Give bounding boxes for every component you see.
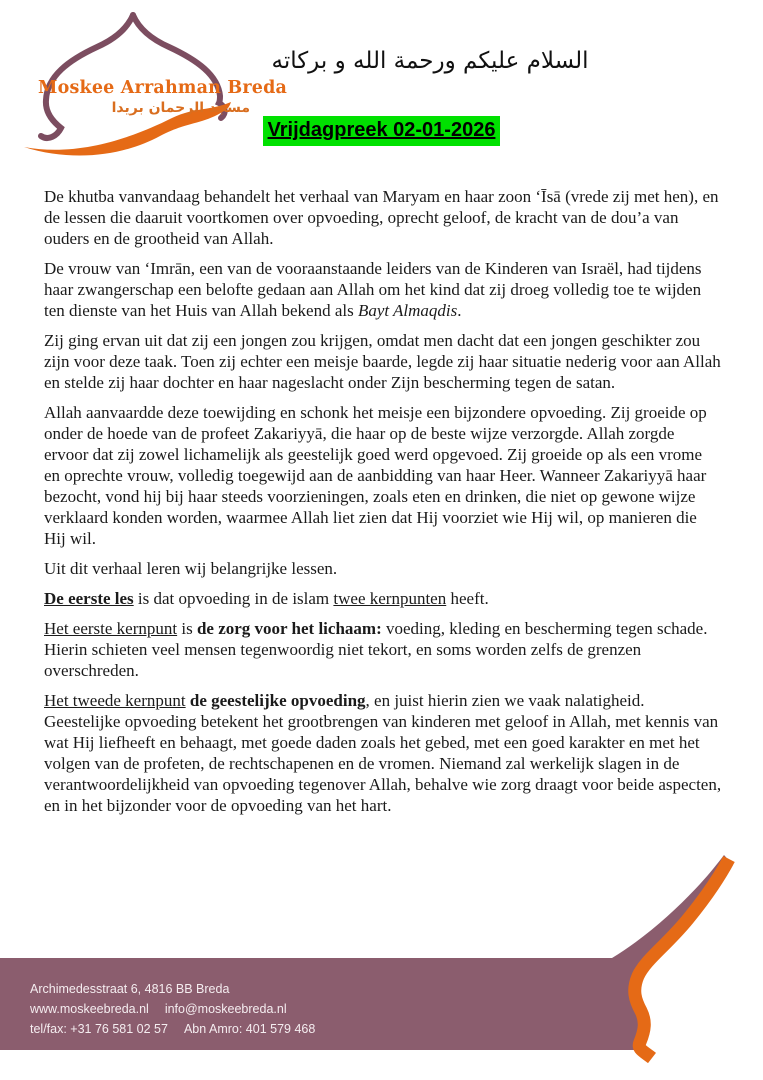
text-run: twee kernpunten — [333, 589, 447, 608]
paragraph — [44, 690, 722, 816]
text-run: , en juist hierin zien we vaak nalatigheid. Geestelijke opvoeding betekent het grootbrengen van kinderen met geloof in Allah, met kennis van wat Hij liefheeft en behaagt, met goede daden zoals het gebed, met een goed karakter en met het volgen van de profeten, de rechtschapenen en de vromen. Niemand zal werkelijk slagen in de verantwoordelijkheid van opvoeding tegenover Allah, behalve wie zorg draagt voor beide aspecten, en in het bijzonder voor de opvoeding van het hart. — [44, 691, 722, 815]
footer-address: Archimedesstraat 6, 4816 BB Breda — [30, 982, 230, 996]
text-run: de zorg voor het lichaam: — [196, 619, 382, 638]
text-run: . — [457, 301, 462, 320]
footer-orange-curve — [635, 859, 729, 1058]
sermon-title-row — [0, 116, 763, 146]
footer-contact — [30, 979, 315, 1039]
paragraph — [44, 330, 722, 393]
paragraph — [44, 402, 722, 549]
paragraph — [44, 588, 722, 609]
text-run: de geestelijke opvoeding — [189, 691, 366, 710]
paragraph — [44, 258, 722, 321]
footer-email: info@moskeebreda.nl — [164, 1002, 287, 1016]
paragraph — [44, 618, 722, 681]
text-run: Zij ging ervan uit dat zij een jongen zou krijgen, omdat men dacht dat een jongen geschikter zou zijn voor deze taak. Toen zij echter een meisje baarde, legde zij haar situatie nederig voor aan Allah en stelde zij haar dochter en haar nageslacht onder Zijn bescherming tegen de satan. — [44, 331, 721, 392]
logo-title: Moskee Arrahman Breda — [38, 78, 288, 98]
text-run: De vrouw van ‘Imrān, een van de vooraanstaande leiders van de Kinderen van Israël, had tijdens haar zwangerschap een belofte gedaan aan Allah om het kind dat zij droeg volledig toe te wijden ten dienste van het Huis van Allah bekend als — [44, 259, 702, 320]
text-run: heeft. — [446, 589, 489, 608]
footer-bank: Abn Amro: 401 579 468 — [183, 1022, 316, 1036]
logo-arabic-name: مسجد الرحمان بريدا — [111, 100, 250, 116]
text-run: Het tweede kernpunt — [44, 691, 186, 710]
arabic-greeting: السلام عليكم ورحمة الله و بركاته — [271, 48, 589, 74]
text-run: Uit dit verhaal leren wij belangrijke lessen. — [44, 559, 338, 578]
footer-website: www.moskeebreda.nl — [30, 1002, 149, 1016]
footer-telfax: tel/fax: +31 76 581 02 57 — [30, 1022, 168, 1036]
footer-web-email-line — [30, 999, 315, 1019]
text-run: is dat opvoeding in de islam — [133, 589, 334, 608]
text-run: Allah aanvaardde deze toewijding en schonk het meisje een bijzondere opvoeding. Zij groeide op onder de hoede van de profeet Zakariyyā, die haar op de beste wijze verzorgde. Allah zorgde ervoor dat zij zowel lichamelijk als geestelijk goed werd opgevoed. Zij groeide op als een vrome en oprechte vrouw, volledig toegewijd aan de aanbidding van haar Heer. Wanneer Zakariyyā haar bezocht, vond hij bij haar steeds voorzieningen, zoals eten en drinken, die niet op gewone wijze verklaard konden worden, waarmee Allah liet zien dat Hij voorziet wie Hij wil, op manieren die Hij wil. — [44, 403, 707, 548]
paragraph — [44, 186, 722, 249]
text-run: De eerste les — [44, 589, 134, 608]
sermon-title: Vrijdagpreek 02-01-2026 — [263, 116, 501, 146]
text-run: Bayt Almaqdis — [357, 301, 458, 320]
text-run: Het eerste kernpunt — [44, 619, 178, 638]
paragraph — [44, 558, 722, 579]
text-run: De khutba vanvandaag behandelt het verhaal van Maryam en haar zoon ‘Īsā (vrede zij met hen), en de lessen die daaruit voortkomen over opvoeding, oprecht geloof, de kracht van de dou’a van ouders en de grootheid van Allah. — [44, 187, 719, 248]
footer-tel-bank-line — [30, 1019, 315, 1039]
text-run: voeding, kleding en bescherming tegen schade. Hierin schieten veel mensen tegenwoordig niet tekort, en soms worden zelfs de grenzen overschreden. — [44, 619, 708, 680]
text-run: is — [177, 619, 197, 638]
document-body — [44, 186, 722, 825]
